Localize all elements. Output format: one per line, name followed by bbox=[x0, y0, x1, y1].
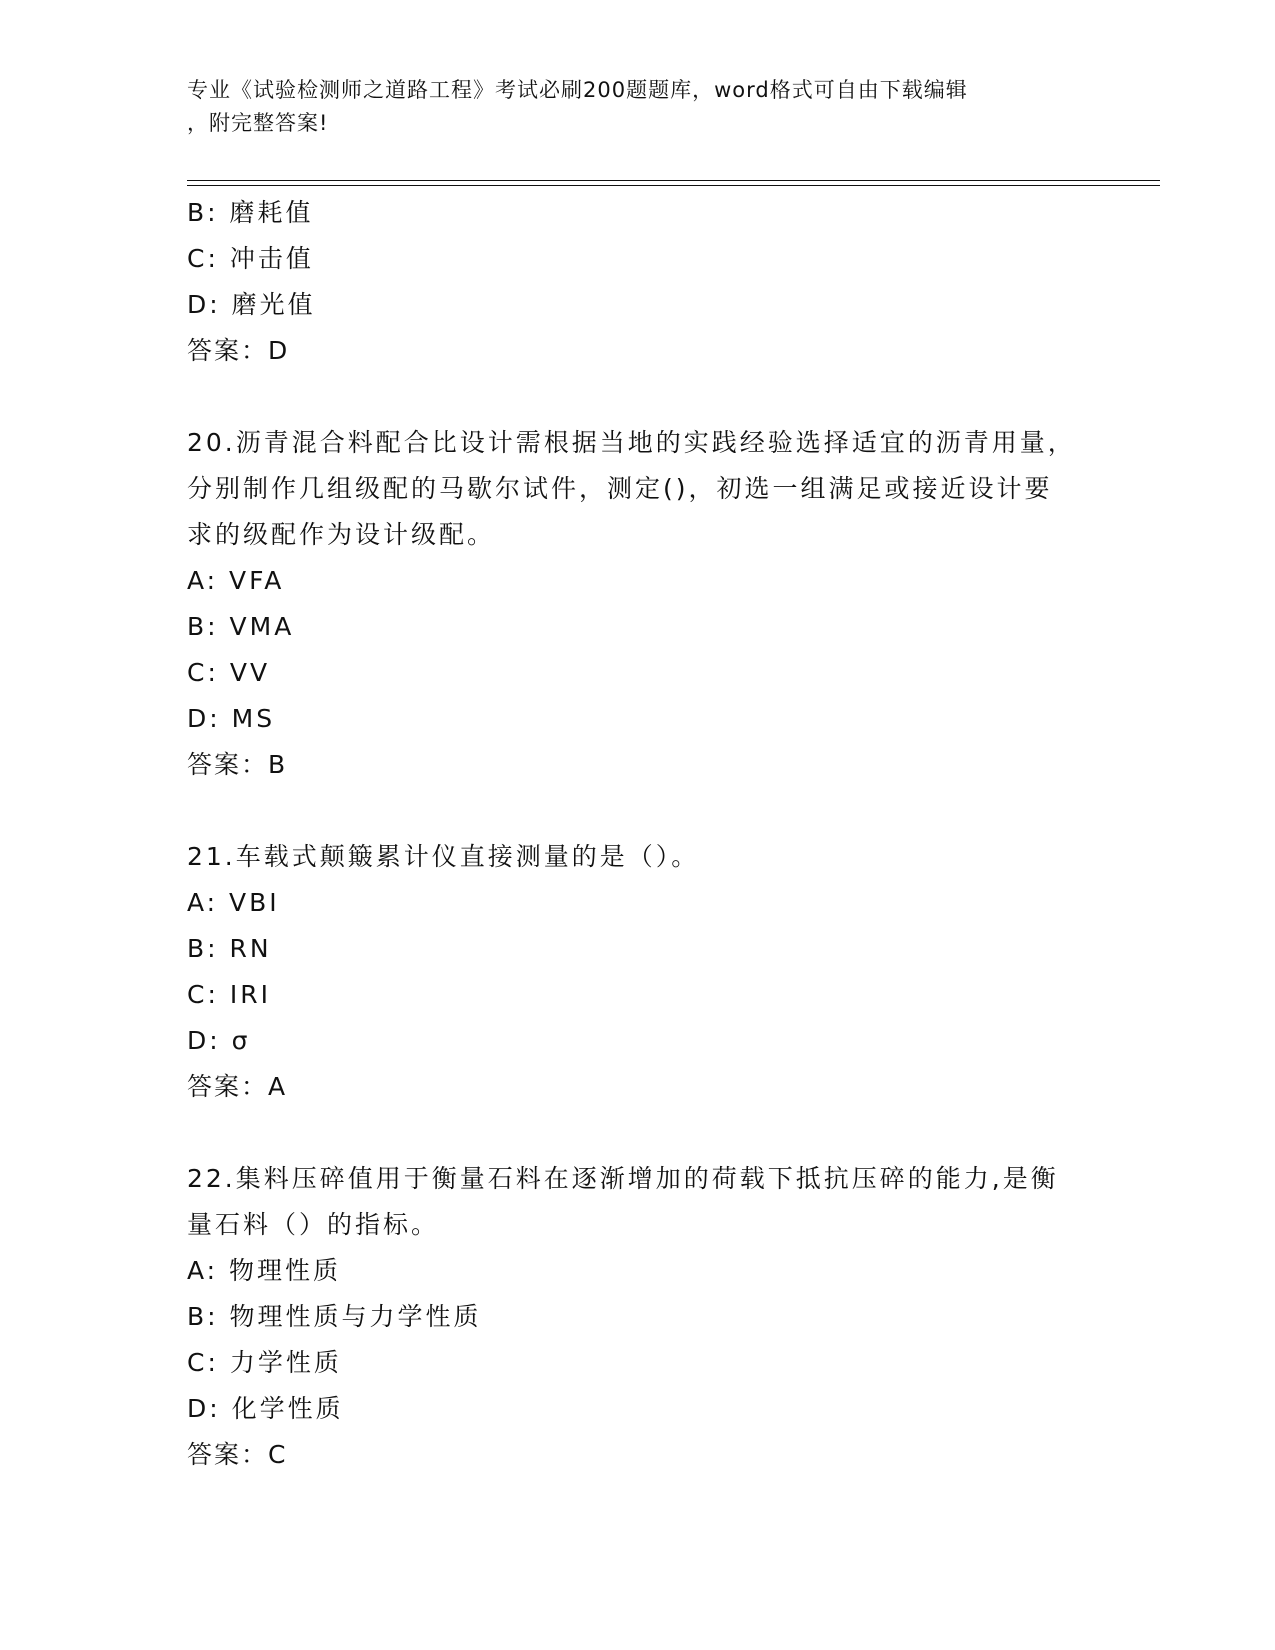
question-stem: 22.集料压碎值用于衡量石料在逐渐增加的荷载下抵抗压碎的能力,是衡量石料（）的指标。 bbox=[187, 1164, 1059, 1239]
option-letter: D: bbox=[187, 704, 221, 733]
option-letter: D: bbox=[187, 1394, 221, 1423]
question-21-block bbox=[187, 834, 1087, 1110]
question-list bbox=[187, 190, 1087, 1478]
option-letter: B: bbox=[187, 934, 219, 963]
option-letter: D: bbox=[187, 1026, 221, 1055]
option-letter: C: bbox=[187, 244, 219, 273]
option-text: VBI bbox=[229, 888, 280, 917]
option-text: σ bbox=[231, 1026, 251, 1055]
option-letter: A: bbox=[187, 888, 219, 917]
answer-line: 答案：B bbox=[187, 750, 288, 779]
option-letter: A: bbox=[187, 1256, 219, 1285]
option-c bbox=[187, 1340, 1087, 1386]
option-text: 化学性质 bbox=[231, 1394, 344, 1423]
option-a bbox=[187, 880, 1087, 926]
option-d bbox=[187, 1386, 1087, 1432]
option-letter: A: bbox=[187, 566, 219, 595]
option-d bbox=[187, 1018, 1087, 1064]
document-header bbox=[187, 74, 1087, 140]
option-letter: B: bbox=[187, 198, 219, 227]
option-c bbox=[187, 972, 1087, 1018]
header-line-1: 专业《试验检测师之道路工程》考试必刷200题题库，word格式可自由下载编辑 bbox=[187, 78, 968, 102]
answer-line: 答案：C bbox=[187, 1440, 288, 1469]
option-text: RN bbox=[229, 934, 272, 963]
option-c bbox=[187, 650, 1087, 696]
option-b bbox=[187, 604, 1087, 650]
option-letter: B: bbox=[187, 1302, 219, 1331]
answer-line: 答案：D bbox=[187, 336, 290, 365]
answer-line: 答案：A bbox=[187, 1072, 288, 1101]
option-b bbox=[187, 1294, 1087, 1340]
option-text: 冲击值 bbox=[229, 244, 314, 273]
option-a bbox=[187, 1248, 1087, 1294]
option-letter: C: bbox=[187, 980, 219, 1009]
option-text: 磨光值 bbox=[231, 290, 316, 319]
option-text: 力学性质 bbox=[229, 1348, 342, 1377]
option-d bbox=[187, 282, 1087, 328]
question-22-block bbox=[187, 1156, 1087, 1478]
option-letter: B: bbox=[187, 612, 219, 641]
option-b bbox=[187, 926, 1087, 972]
question-stem: 21.车载式颠簸累计仪直接测量的是（）。 bbox=[187, 842, 700, 871]
header-divider-top bbox=[187, 180, 1160, 181]
option-letter: D: bbox=[187, 290, 221, 319]
option-text: 物理性质与力学性质 bbox=[229, 1302, 482, 1331]
option-letter: C: bbox=[187, 658, 219, 687]
option-text: 物理性质 bbox=[229, 1256, 342, 1285]
option-b bbox=[187, 190, 1087, 236]
option-letter: C: bbox=[187, 1348, 219, 1377]
option-text: VFA bbox=[229, 566, 285, 595]
question-20-block bbox=[187, 420, 1087, 788]
option-c bbox=[187, 236, 1087, 282]
option-text: 磨耗值 bbox=[229, 198, 314, 227]
option-a bbox=[187, 558, 1087, 604]
option-text: MS bbox=[231, 704, 276, 733]
partial-question-block bbox=[187, 190, 1087, 374]
header-divider-bottom bbox=[187, 185, 1160, 186]
option-text: VMA bbox=[229, 612, 295, 641]
question-stem: 20.沥青混合料配合比设计需根据当地的实践经验选择适宜的沥青用量，分别制作几组级配的马歇尔试件，测定()，初选一组满足或接近设计要求的级配作为设计级配。 bbox=[187, 428, 1076, 549]
option-text: IRI bbox=[229, 980, 271, 1009]
option-text: VV bbox=[229, 658, 271, 687]
option-d bbox=[187, 696, 1087, 742]
header-line-2: ，附完整答案! bbox=[187, 111, 329, 135]
